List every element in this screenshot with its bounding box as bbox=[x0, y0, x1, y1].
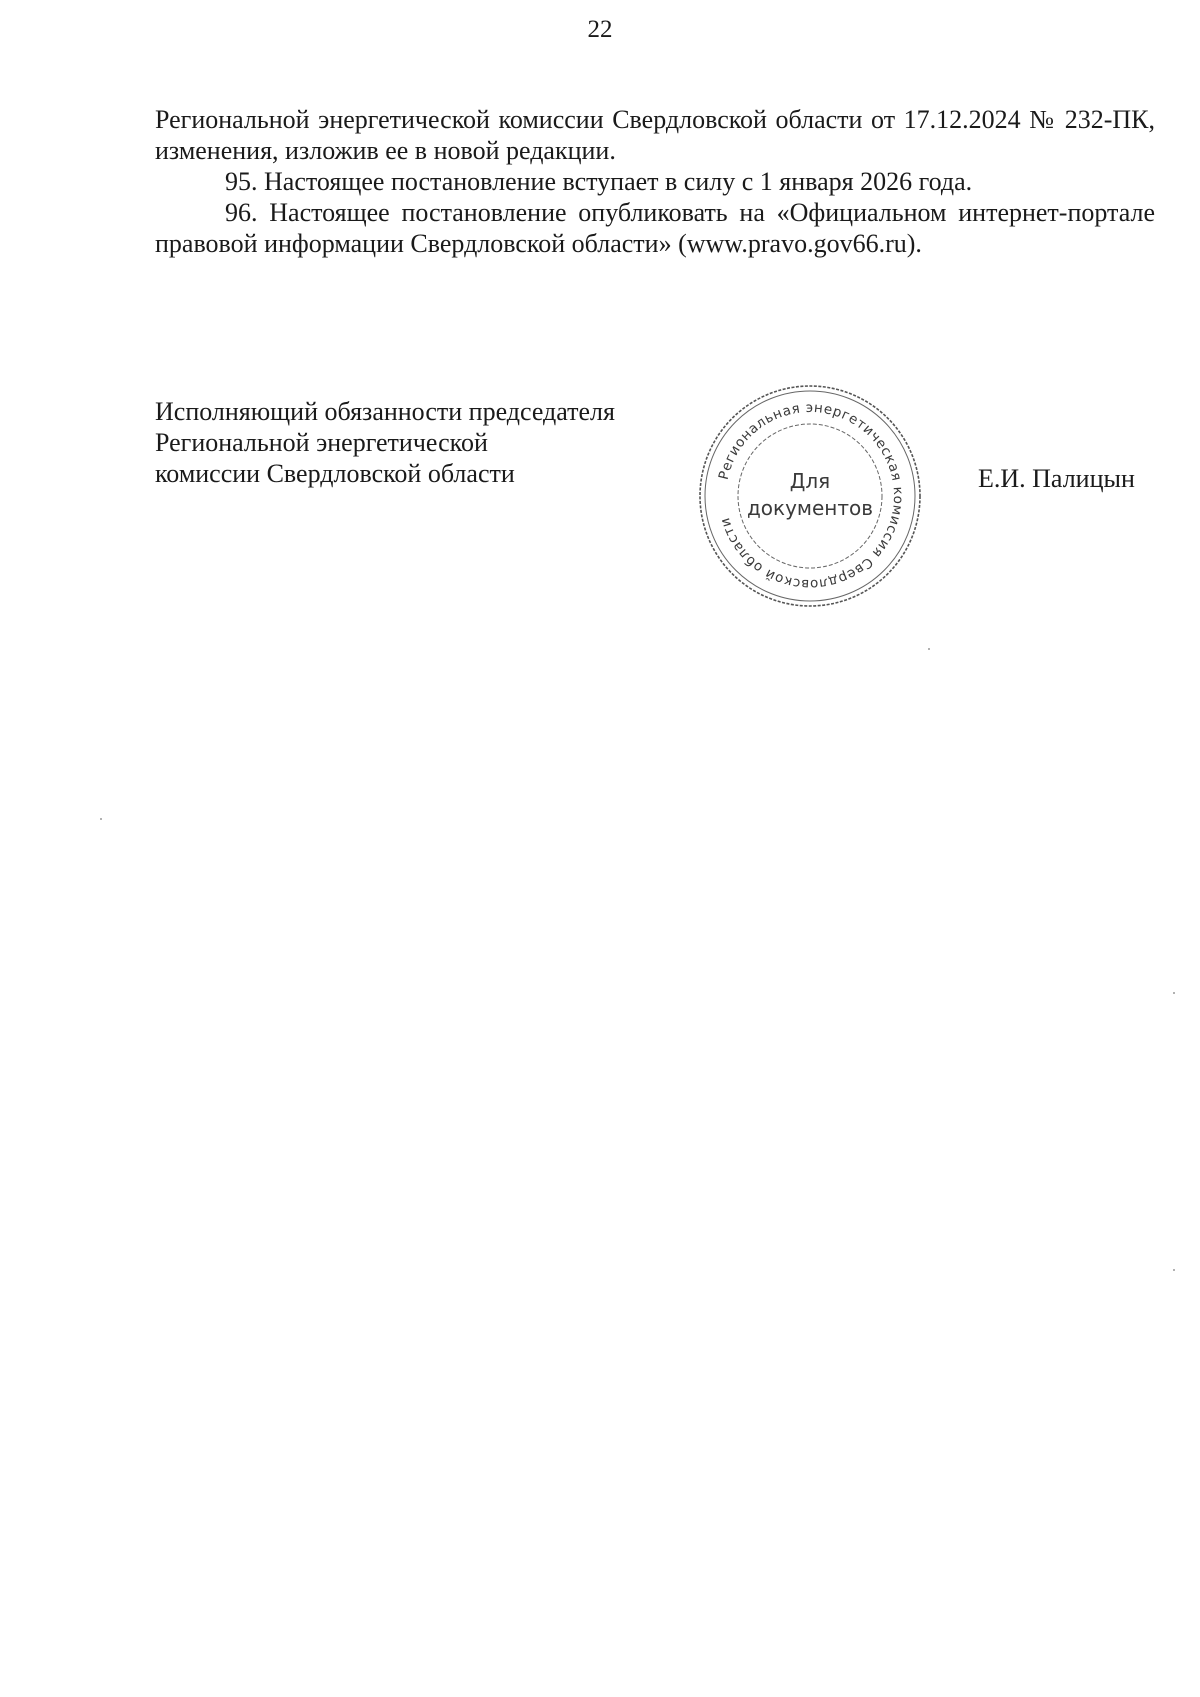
paragraph-96: 96. Настоящее постановление опубликовать на «Официальном интернет-портале правовой информации Свердловской области» (www.pravo.gov66.ru). bbox=[155, 198, 1155, 258]
paragraph-95: 95. Настоящее постановление вступает в силу с 1 января 2026 года. bbox=[225, 167, 973, 196]
position-line: Исполняющий обязанности председателя bbox=[155, 397, 615, 426]
scan-speck bbox=[1173, 992, 1175, 994]
scan-speck bbox=[100, 818, 102, 820]
page-number: 22 bbox=[587, 16, 613, 43]
position-line: Региональной энергетической bbox=[155, 428, 488, 457]
signatory-position bbox=[155, 396, 615, 489]
signatory-name: Е.И. Палицын bbox=[978, 464, 1135, 493]
document-body bbox=[155, 104, 1155, 259]
scan-speck bbox=[1173, 1269, 1175, 1271]
seal-outer-text: Региональная энергетическая комиссия Свердловской области bbox=[715, 399, 907, 593]
seal-inner-line-1: Для bbox=[789, 469, 831, 493]
position-line: комиссии Свердловской области bbox=[155, 459, 515, 488]
scan-speck bbox=[928, 648, 930, 650]
seal-graphic bbox=[694, 380, 926, 612]
seal-inner-line-2: документов bbox=[746, 496, 874, 520]
official-seal-stamp bbox=[694, 380, 926, 612]
paragraph-continuation: Региональной энергетической комиссии Свердловской области от 17.12.2024 № 232-ПК, изменения, изложив ее в новой редакции. bbox=[155, 105, 1155, 165]
